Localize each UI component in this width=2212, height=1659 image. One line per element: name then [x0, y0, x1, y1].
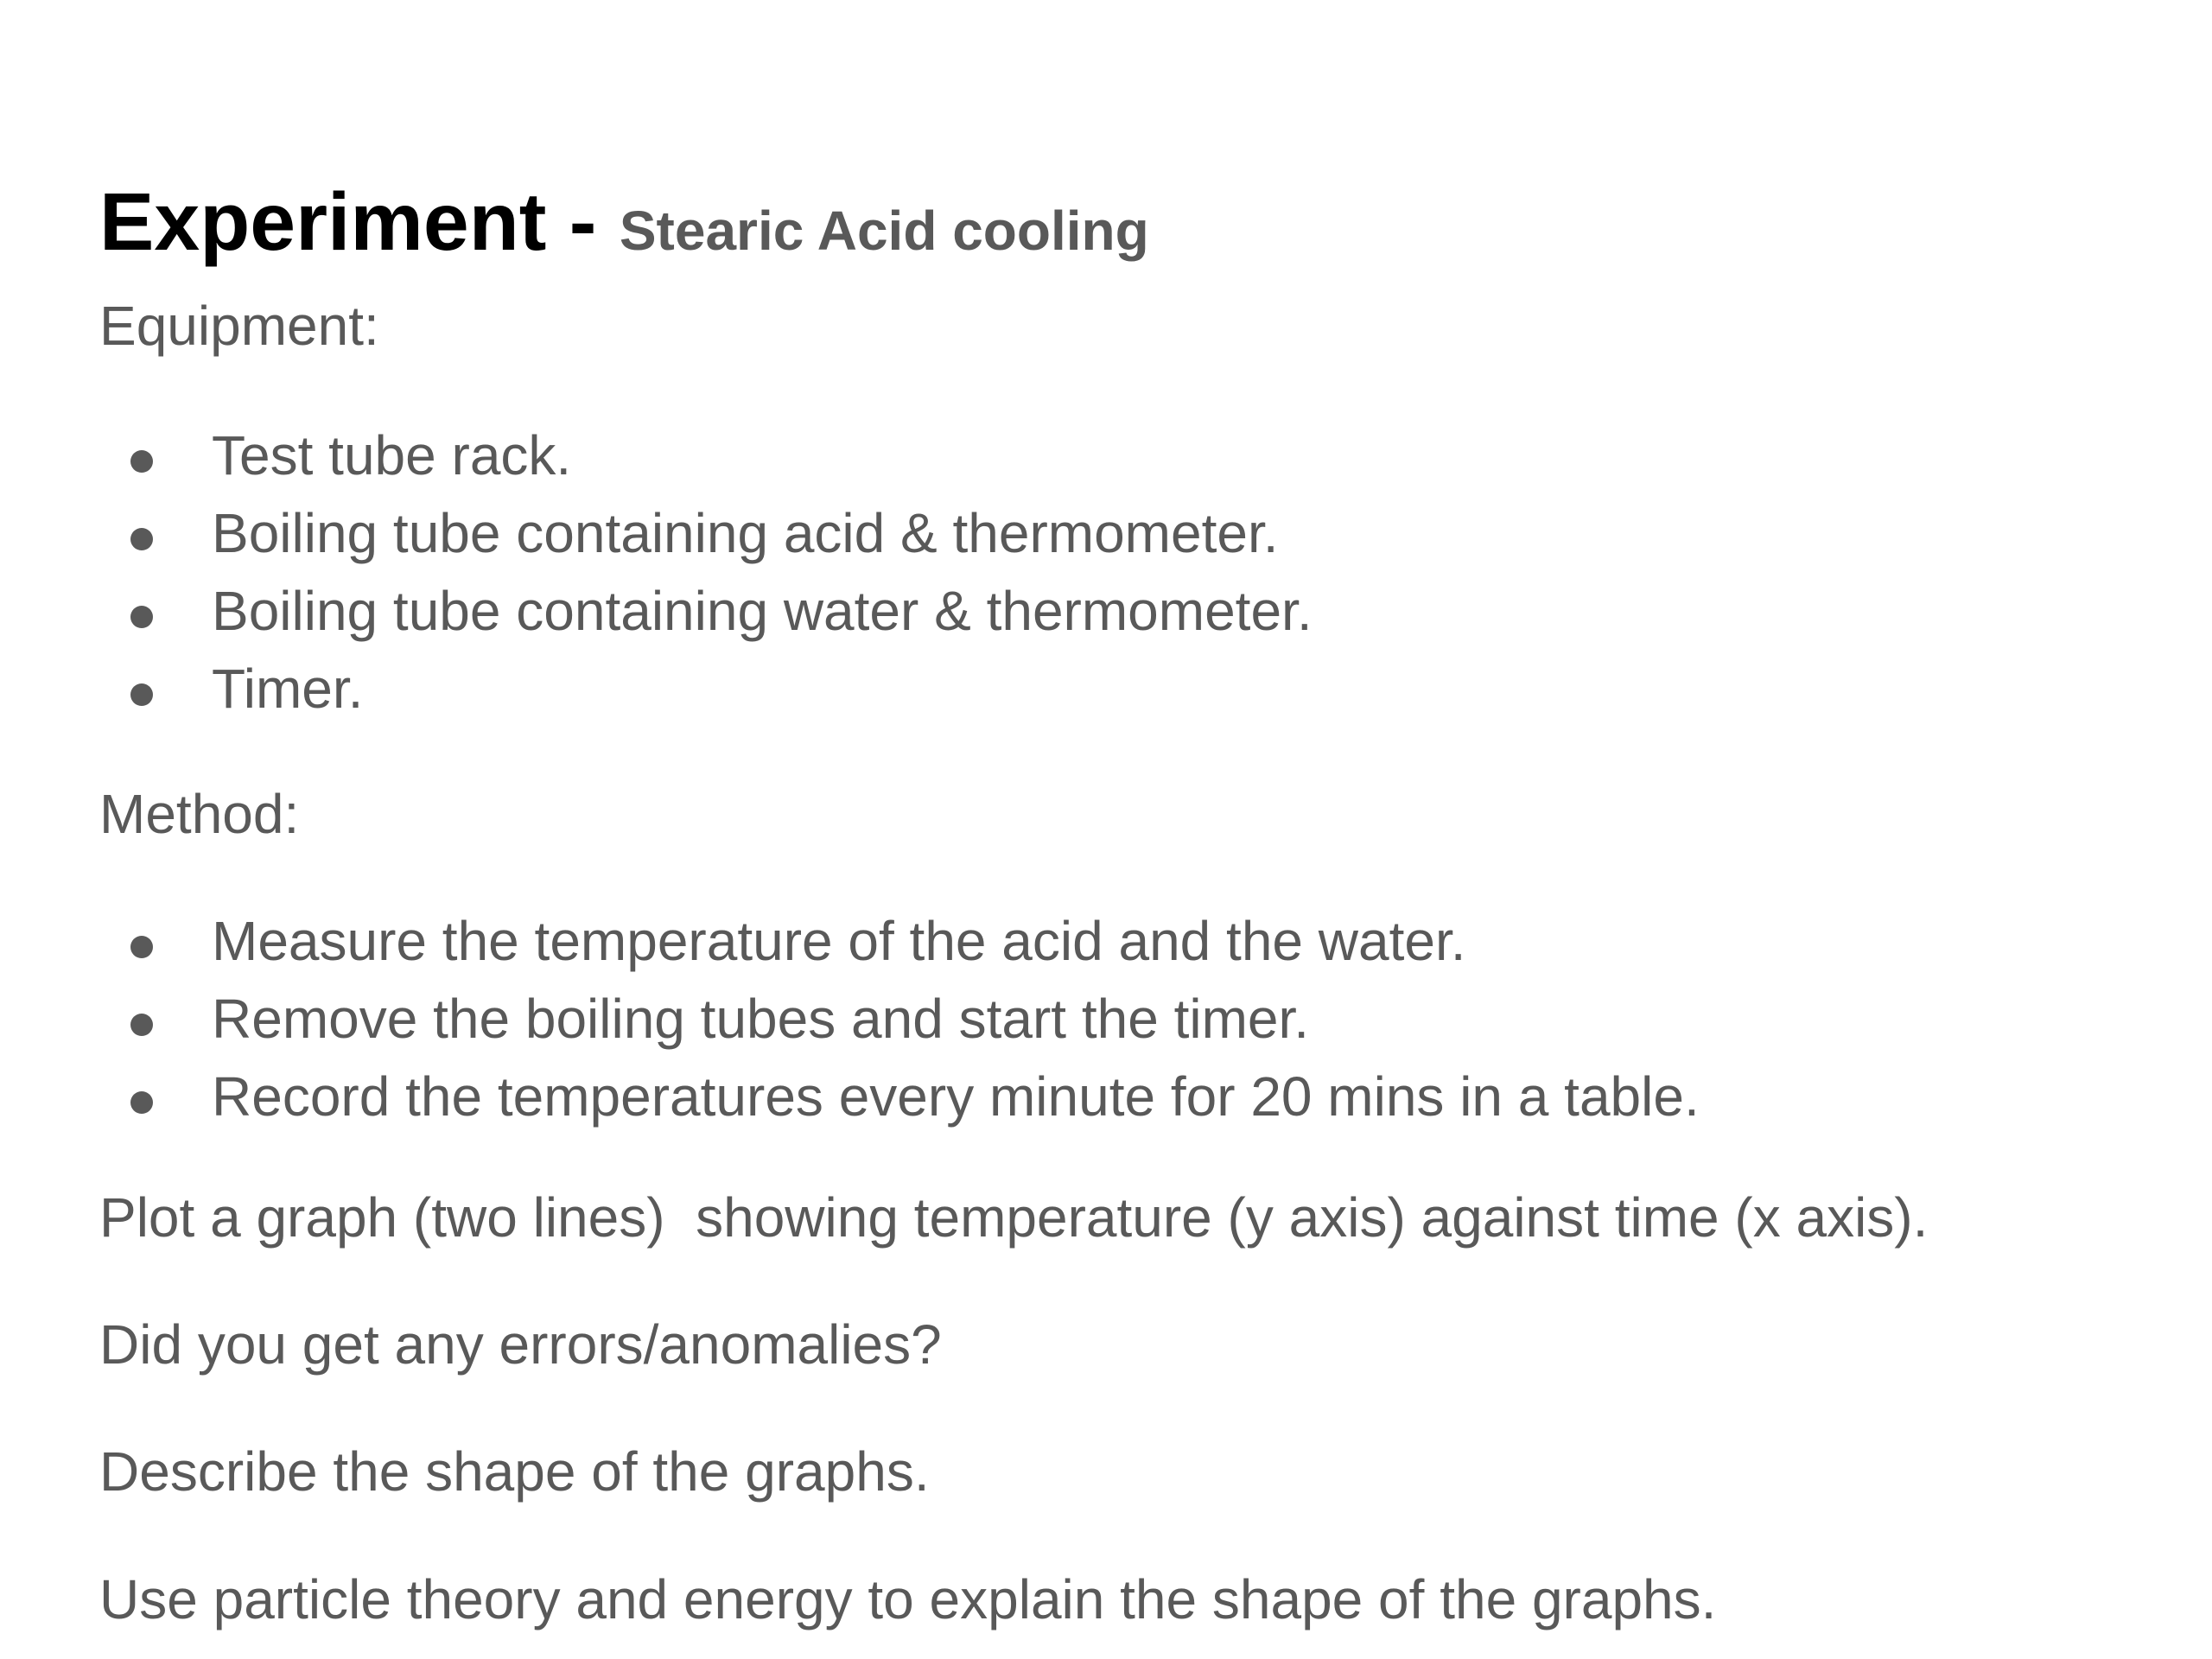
bullet-icon	[130, 1014, 153, 1036]
list-item-text: Measure the temperature of the acid and the water.	[212, 910, 1466, 972]
list-item-text: Boiling tube containing water & thermometer.	[212, 580, 1313, 642]
method-heading: Method:	[99, 783, 300, 845]
bullet-icon	[130, 450, 153, 473]
list-item-text: Boiling tube containing acid & thermometer.	[212, 502, 1279, 564]
bullet-icon	[130, 528, 153, 550]
errors-question: Did you get any errors/anomalies?	[99, 1313, 942, 1376]
bullet-icon	[130, 1091, 153, 1114]
describe-instruction: Describe the shape of the graphs.	[99, 1440, 930, 1503]
list-item-text: Remove the boiling tubes and start the timer.	[212, 988, 1310, 1050]
plot-instruction: Plot a graph (two lines) showing temperature (y axis) against time (x axis).	[99, 1186, 1929, 1249]
title-subtitle: Stearic Acid cooling	[619, 200, 1149, 262]
bullet-icon	[130, 936, 153, 958]
bullet-icon	[130, 683, 153, 706]
title-main: Experiment	[99, 176, 547, 268]
list-item-text: Test tube rack.	[212, 424, 572, 486]
list-item-text: Record the temperatures every minute for 20 mins in a table.	[212, 1065, 1700, 1128]
equipment-heading: Equipment:	[99, 295, 379, 357]
title-separator: -	[546, 176, 620, 268]
explain-instruction: Use particle theory and energy to explain the shape of the graphs.	[99, 1568, 1717, 1630]
bullet-icon	[130, 606, 153, 628]
list-item-text: Timer.	[212, 658, 364, 720]
page-title	[99, 176, 1149, 268]
